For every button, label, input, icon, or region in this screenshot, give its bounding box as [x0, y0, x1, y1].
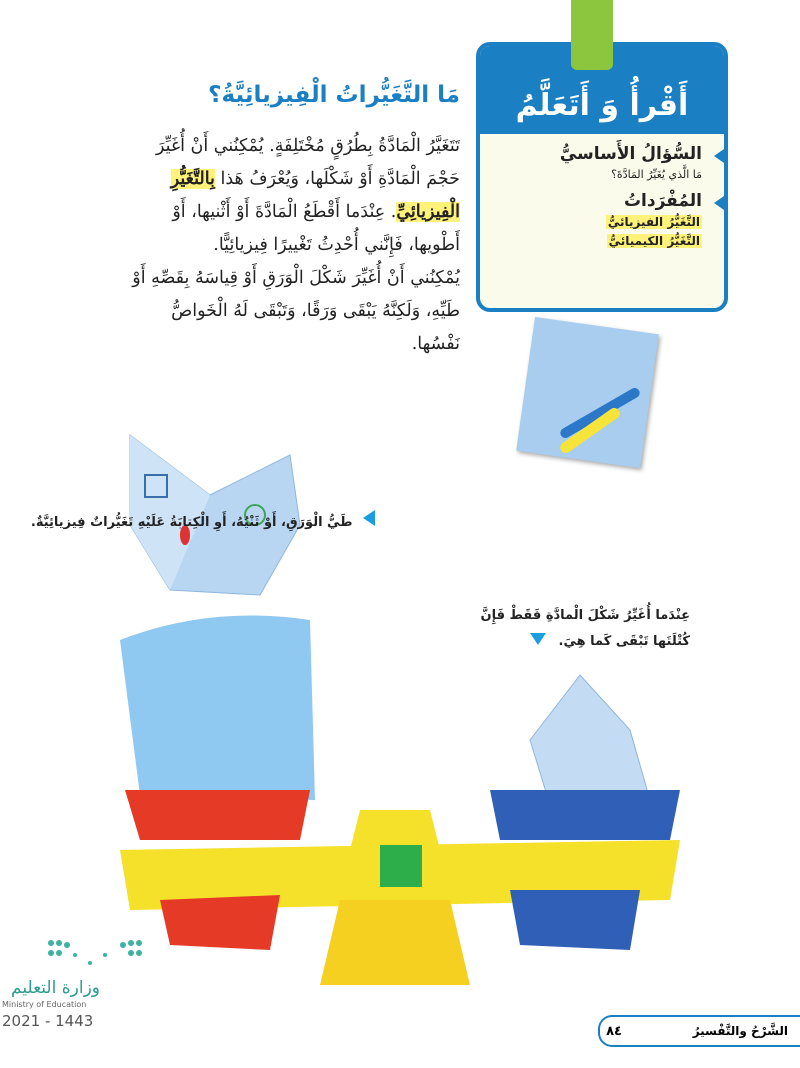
paragraph-2: يُمْكِنُني أَنْ أُغَيِّرَ شَكْلَ الْوَرَقِ أَوْ قِياسَهُ بِقَصِّهِ أَوْ طَيِّهِ، وَلَكِنَّهُ يَبْقَى وَرَقًا، وَتَبْقَى لَهُ الْخَواصُّ نَفْسُها. [132, 268, 460, 354]
ministry-name-en: Ministry of Education [2, 1000, 87, 1009]
paragraph-1-end: . عِنْدَما أَقْطَعُ الْمَادَّةَ أَوْ أَثْنيها، أَوْ أَطْويها، فَإِنَّني أُحْدِثُ تَغْييرًا فِيزيائِيًّا. [172, 202, 460, 255]
pointer-triangle-icon [363, 510, 375, 526]
vocab-item: التَّغَيُّرُ الكيميائيُّ [608, 234, 700, 248]
read-and-learn-box [476, 42, 728, 312]
section-title: مَا التَّغَيُّراتُ الْفِيزيائِيَّةُ؟ [208, 82, 460, 108]
mass-caption-line-1: عِنْدَما أُغَيِّرُ شَكْلَ الْمادَّةِ فَقَطْ فَإِنَّ [480, 608, 690, 623]
paragraph-1: تَتَغَيَّرُ الْمَادَّةُ بِطُرُقٍ مُخْتَلِفَةٍ. يُمْكِنُني أَنْ أُغَيِّرَ حَجْمَ الْمَادَّةِ أَوْ شَكْلَها، وَيُعْرَفُ هَذا [156, 136, 460, 189]
mass-caption-line-2: كُتْلَتَها تَبْقَى كَما هِيَ. [558, 634, 690, 649]
vocab-heading: المُفْرَداتُ [480, 191, 724, 211]
fold-caption: طَيُّ الْوَرَقِ، أَوْ ثَنْيُهُ، أَوِ الْكِتابَةُ عَلَيْهِ تَغَيُّراتٌ فِيزيائِيَّةٌ. [30, 515, 353, 530]
box-title: أَقْرأُ وَ أَتَعَلَّمُ [480, 46, 724, 134]
pointer-down-icon [530, 633, 546, 645]
essential-question: مَا الَّذي يُغَيِّرُ المَادَّةَ؟ [611, 168, 702, 181]
section-label: الشَّرْحُ والتَّفْسيرُ [634, 1024, 800, 1038]
mass-caption [481, 603, 691, 655]
page-footer [598, 1015, 800, 1047]
page-number: ٨٤ [606, 1023, 622, 1039]
ministry-logo-icon [45, 935, 145, 975]
year: 2021 - 1443 [2, 1012, 94, 1030]
bookmark-ribbon [571, 0, 613, 70]
fold-caption-row [31, 510, 375, 530]
vocab-item: التَّغَيُّرُ الفيزيائيُّ [607, 215, 700, 229]
ministry-name-ar: وزارة التعليم [11, 978, 100, 998]
key-term: بِالتَّغَيُّرِ الْفِيزيائِيِّ [170, 169, 460, 222]
question-heading: السُّؤالُ الأَساسيُّ [480, 144, 724, 164]
body-text [130, 130, 460, 361]
